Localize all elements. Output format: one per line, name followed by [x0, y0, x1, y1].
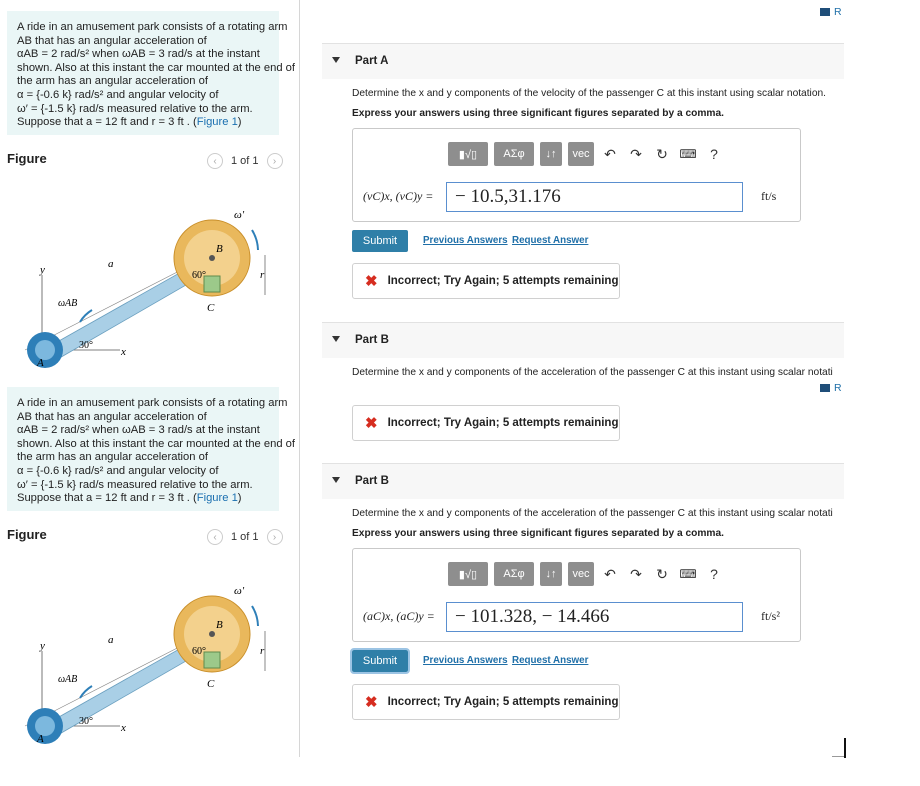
- part-b-equation-label: (aC)x, (aC)y =: [363, 609, 435, 623]
- point-a-label: A: [37, 733, 44, 745]
- omega-prime-arrow: [252, 230, 258, 250]
- problem-line: AB that has an angular acceleration of: [17, 34, 207, 47]
- problem-line: α = {-0.6 k} rad/s² and angular velocity of: [17, 464, 219, 477]
- greek-button[interactable]: ΑΣφ: [494, 142, 534, 166]
- figure-pager: [207, 153, 283, 169]
- problem-line-end: ): [237, 492, 242, 505]
- problem-line: αAB = 2 rad/s² when ωAB = 3 rad/s at the instant: [17, 48, 260, 61]
- collapse-icon: [332, 477, 340, 483]
- error-icon: ✖: [365, 694, 378, 711]
- problem-line: the arm has an angular acceleration of: [17, 75, 208, 88]
- part-a-question: Determine the x and y components of the velocity of the passenger C at this instant using scalar notation.: [352, 88, 826, 99]
- part-b-unit: ft/s²: [761, 609, 780, 623]
- reference-link-label: R: [834, 382, 842, 394]
- omega-ab-label: ωAB: [58, 298, 78, 309]
- y-axis-label: y: [40, 640, 45, 652]
- passenger-car: [204, 276, 220, 292]
- omega-ab-label: ωAB: [58, 674, 78, 685]
- figure-diagram: [20, 576, 280, 756]
- part-b-answer-input[interactable]: − 101.328, − 14.466: [446, 602, 743, 632]
- problem-line: Suppose that a = 12 ft and r = 3 ft . (: [17, 492, 197, 505]
- problem-line: AB that has an angular acceleration of: [17, 410, 207, 423]
- column-divider: [299, 0, 300, 757]
- part-a-answer-input[interactable]: − 10.5,31.176: [446, 182, 743, 212]
- vec-button[interactable]: vec: [568, 142, 594, 166]
- book-icon: [820, 384, 830, 392]
- cursor-underline: [832, 756, 844, 757]
- part-b-previous-answers-link[interactable]: Previous Answers: [423, 655, 508, 666]
- math-toolbar: [448, 562, 724, 586]
- book-icon: [820, 8, 830, 16]
- part-b-instruction: [352, 528, 724, 539]
- collapse-icon: [332, 336, 340, 342]
- part-a-answer-box: [352, 128, 801, 222]
- figure-title: Figure: [7, 527, 47, 542]
- sort-button[interactable]: ↓↑: [540, 562, 562, 586]
- figure-link[interactable]: Figure 1: [196, 116, 238, 129]
- help-icon[interactable]: ?: [710, 146, 718, 162]
- part-a-label: Part A: [355, 55, 389, 67]
- part-b-feedback: [352, 684, 620, 720]
- redo-icon[interactable]: ↷: [630, 565, 642, 582]
- reference-link-label: R: [834, 6, 842, 18]
- part-a-unit: ft/s: [761, 189, 777, 203]
- problem-line: Suppose that a = 12 ft and r = 3 ft . (: [17, 116, 197, 129]
- next-figure-button[interactable]: ›: [267, 153, 283, 169]
- arm-length-label: a: [108, 258, 114, 270]
- radius-label: r: [260, 645, 265, 657]
- figure-page-count: 1 of 1: [231, 531, 259, 543]
- templates-button[interactable]: ▮√▯: [448, 142, 488, 166]
- next-figure-button[interactable]: ›: [267, 529, 283, 545]
- problem-line: shown. Also at this instant the car mounted at the end of: [17, 61, 295, 74]
- part-b-submit-button[interactable]: Submit: [352, 650, 408, 672]
- part-b-label: Part B: [355, 475, 389, 487]
- arm-length-label: a: [108, 634, 114, 646]
- x-axis-label: x: [121, 346, 126, 358]
- problem-line: the arm has an angular acceleration of: [17, 451, 208, 464]
- part-b-header[interactable]: [322, 322, 844, 358]
- part-b-question: Determine the x and y components of the acceleration of the passenger C at this instant using scalar notati: [352, 508, 833, 519]
- part-a-instruction-text: Express your answers using three significant figures separated by a comma.: [352, 108, 724, 119]
- problem-line: ω′ = {-1.5 k} rad/s measured relative to the arm.: [17, 478, 253, 491]
- part-a-header[interactable]: [322, 43, 844, 79]
- reset-icon[interactable]: ↻: [656, 565, 668, 582]
- figure-title: Figure: [7, 151, 47, 166]
- error-icon: ✖: [365, 273, 378, 290]
- radius-label: r: [260, 269, 265, 281]
- reference-link[interactable]: [820, 6, 842, 18]
- problem-line: A ride in an amusement park consists of a rotating arm: [17, 21, 288, 33]
- omega-prime-label: ω′: [234, 585, 245, 597]
- sort-button[interactable]: ↓↑: [540, 142, 562, 166]
- omega-ab-arrow: [80, 310, 92, 322]
- point-c-label: C: [207, 302, 215, 314]
- angle-30-label: 30°: [79, 716, 93, 727]
- x-axis-label: x: [121, 722, 126, 734]
- part-b-instruction-text: Express your answers using three significant figures separated by a comma.: [352, 528, 724, 539]
- wheel-center: [209, 631, 215, 637]
- reset-icon[interactable]: ↻: [656, 145, 668, 162]
- undo-icon[interactable]: ↶: [604, 145, 616, 162]
- collapse-icon: [332, 57, 340, 63]
- keyboard-icon[interactable]: ⌨: [679, 147, 697, 161]
- figure-page-count: 1 of 1: [231, 155, 259, 167]
- part-b-label: Part B: [355, 334, 389, 346]
- part-b-feedback-text: Incorrect; Try Again; 5 attempts remaining: [387, 417, 619, 429]
- problem-line: shown. Also at this instant the car mounted at the end of: [17, 437, 295, 450]
- omega-prime-label: ω′: [234, 209, 245, 221]
- text-cursor: [844, 738, 846, 758]
- omega-ab-arrow: [80, 686, 92, 698]
- part-a-equation-label: (vC)x, (vC)y =: [363, 189, 434, 203]
- figure-diagram: [20, 200, 280, 380]
- prev-figure-button[interactable]: ‹: [207, 529, 223, 545]
- point-b-label: B: [216, 619, 223, 631]
- part-a-instruction: [352, 108, 724, 119]
- passenger-car: [204, 652, 220, 668]
- problem-statement: [7, 387, 295, 511]
- part-b-feedback: [352, 405, 620, 441]
- keyboard-icon[interactable]: ⌨: [679, 567, 697, 581]
- angle-60-label: 60°: [192, 270, 206, 281]
- wheel-center: [209, 255, 215, 261]
- part-b-header[interactable]: [322, 463, 844, 499]
- problem-line: α = {-0.6 k} rad/s² and angular velocity of: [17, 88, 219, 101]
- part-a-submit-button[interactable]: Submit: [352, 230, 408, 252]
- reference-link[interactable]: [820, 382, 842, 394]
- templates-button[interactable]: ▮√▯: [448, 562, 488, 586]
- greek-button[interactable]: ΑΣφ: [494, 562, 534, 586]
- error-icon: ✖: [365, 415, 378, 432]
- problem-line-end: ): [237, 116, 242, 129]
- vec-button[interactable]: vec: [568, 562, 594, 586]
- figure-pager: [207, 529, 283, 545]
- angle-60-label: 60°: [192, 646, 206, 657]
- part-a-feedback: [352, 263, 620, 299]
- problem-line: ω′ = {-1.5 k} rad/s measured relative to the arm.: [17, 102, 253, 115]
- point-b-label: B: [216, 243, 223, 255]
- part-b-question: Determine the x and y components of the acceleration of the passenger C at this instant using scalar notati: [352, 367, 833, 378]
- prev-figure-button[interactable]: ‹: [207, 153, 223, 169]
- figure-link[interactable]: Figure 1: [196, 492, 238, 505]
- part-b-answer-box: [352, 548, 801, 642]
- problem-statement: [7, 11, 295, 135]
- part-a-request-answer-link[interactable]: Request Answer: [512, 235, 589, 246]
- point-a-label: A: [37, 357, 44, 369]
- omega-prime-arrow: [252, 606, 258, 626]
- angle-30-label: 30°: [79, 340, 93, 351]
- problem-line: αAB = 2 rad/s² when ωAB = 3 rad/s at the instant: [17, 424, 260, 437]
- redo-icon[interactable]: ↷: [630, 145, 642, 162]
- math-toolbar: [448, 142, 724, 166]
- part-a-previous-answers-link[interactable]: Previous Answers: [423, 235, 508, 246]
- undo-icon[interactable]: ↶: [604, 565, 616, 582]
- help-icon[interactable]: ?: [710, 566, 718, 582]
- problem-line: A ride in an amusement park consists of a rotating arm: [17, 397, 288, 409]
- part-b-request-answer-link[interactable]: Request Answer: [512, 655, 589, 666]
- part-b-feedback-text: Incorrect; Try Again; 5 attempts remaining: [387, 696, 619, 708]
- point-c-label: C: [207, 678, 215, 690]
- part-a-feedback-text: Incorrect; Try Again; 5 attempts remaining: [387, 275, 619, 287]
- y-axis-label: y: [40, 264, 45, 276]
